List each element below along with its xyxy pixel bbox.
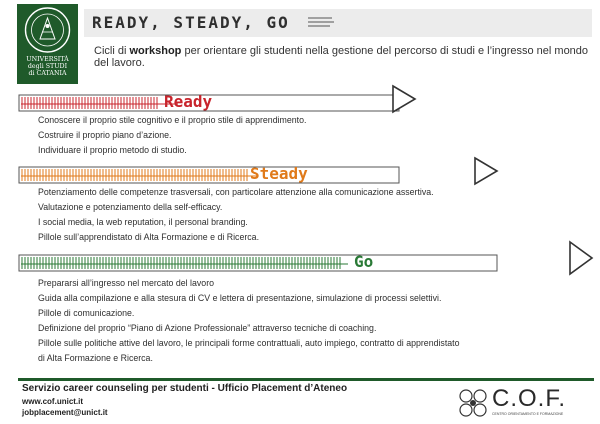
steady-progress-bar — [18, 164, 400, 186]
cof-emblem-icon — [456, 387, 490, 419]
subtitle-bold: workshop — [129, 45, 182, 57]
list-item: Prepararsi all’ingresso nel mercato del lavoro — [38, 278, 215, 288]
footer-title: Servizio career counseling per studenti - Ufficio Placement d’Ateneo — [22, 383, 348, 394]
logo-line: degli STUDI — [27, 63, 68, 71]
list-item: Potenziamento delle competenze trasversali, con particolare attenzione alla comunicazione assertiva. — [38, 187, 434, 197]
steady-items — [38, 185, 583, 245]
list-item: Conoscere il proprio stile cognitivo e il proprio stile di apprendimento. — [38, 115, 307, 125]
email-link[interactable]: jobplacement@unict.it — [22, 408, 108, 417]
list-item: Costruire il proprio piano d’azione. — [38, 130, 172, 140]
section-bar-steady — [18, 164, 400, 186]
footer-divider — [18, 378, 594, 381]
university-name — [17, 56, 78, 78]
section-label-go: Go — [354, 252, 374, 271]
section-bar-ready — [18, 92, 400, 114]
list-item: Guida alla compilazione e alla stesura di CV e lettera di presentazione, simulazione di processi selettivi. — [38, 293, 442, 303]
website-link[interactable]: www.cof.unict.it — [22, 397, 84, 406]
go-items — [38, 276, 583, 366]
list-item: I social media, la web reputation, il personal branding. — [38, 217, 248, 227]
logo-line: di CATANIA — [28, 70, 67, 78]
list-item: di Alta Formazione e Ricerca. — [38, 353, 153, 363]
university-logo — [17, 4, 78, 84]
subtitle-post: per orientare gli studenti nella gestione del percorso di studi e l’ingresso nel mondo del lavoro. — [94, 45, 589, 69]
arrow-right-icon — [472, 156, 500, 186]
ready-items — [38, 113, 583, 158]
cof-logo — [456, 387, 596, 419]
page-subtitle — [94, 45, 594, 69]
cof-logo-subtitle: CENTRO ORIENTAMENTO E FORMAZIONE — [492, 412, 564, 416]
list-item: Valutazione e potenziamento della self-efficacy. — [38, 202, 223, 212]
arrow-right-icon — [567, 240, 595, 276]
title-bar — [84, 9, 592, 37]
subtitle-pre: Cicli di — [94, 45, 130, 57]
section-bar-go — [18, 252, 498, 274]
list-item: Pillole sull’apprendistato di Alta Formazione e di Ricerca. — [38, 232, 260, 242]
list-item: Pillole di comunicazione. — [38, 308, 135, 318]
speed-lines-icon — [306, 16, 336, 30]
list-item: Definizione del proprio “Piano di Azione Professionale” attraverso tecniche di coaching. — [38, 323, 377, 333]
section-label-steady: Steady — [250, 164, 308, 183]
list-item: Pillole sulle politiche attive del lavoro, le principali forme contrattuali, auto impiego, contratto di apprendistato — [38, 338, 460, 348]
list-item: Individuare il proprio metodo di studio. — [38, 145, 187, 155]
page-title: READY, STEADY, GO — [92, 13, 290, 32]
cof-logo-text: C.O.F. — [492, 385, 567, 412]
logo-line: UNIVERSITÀ — [26, 56, 69, 63]
university-seal-icon — [20, 6, 75, 54]
go-progress-bar — [18, 252, 498, 274]
arrow-right-icon — [390, 84, 418, 114]
section-label-ready: Ready — [164, 92, 213, 111]
